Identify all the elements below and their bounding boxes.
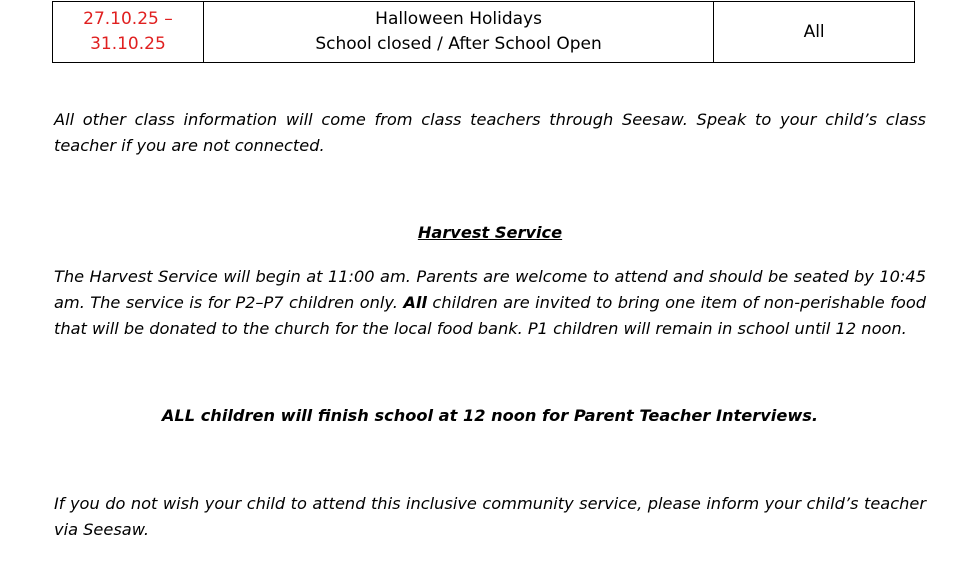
event-title: Halloween Holidays [375, 9, 542, 29]
holiday-table [52, 1, 915, 63]
date-cell [53, 2, 204, 63]
harvest-text-end: children are invited to bring one item of non-perishable food that will be donated to the church for the local food bank. P1 children will remain in school until 12 noon. [54, 293, 926, 338]
table-row [53, 2, 915, 63]
audience-cell: All [714, 2, 915, 63]
date-start: 27.10.25 – [83, 9, 173, 29]
harvest-text-bold: All [403, 293, 427, 312]
optout-paragraph: If you do not wish your child to attend this inclusive community service, please inform your child’s teacher via Seesaw. [54, 494, 926, 539]
finish-notice: ALL children will finish school at 12 noon for Parent Teacher Interviews. [161, 406, 819, 425]
info-paragraph: All other class information will come from class teachers through Seesaw. Speak to your child’s class teacher if you are not connected. [54, 110, 926, 155]
harvest-heading: Harvest Service [417, 223, 563, 242]
harvest-text-start: The Harvest Service will begin at 11:00 am. Parents are welcome to attend and should be seated by 10:45 am. The service is for P2–P7 children only. [54, 267, 926, 312]
event-detail: School closed / After School Open [315, 34, 602, 54]
date-end: 31.10.25 [90, 34, 166, 54]
event-cell [203, 2, 713, 63]
harvest-paragraph [54, 264, 926, 342]
